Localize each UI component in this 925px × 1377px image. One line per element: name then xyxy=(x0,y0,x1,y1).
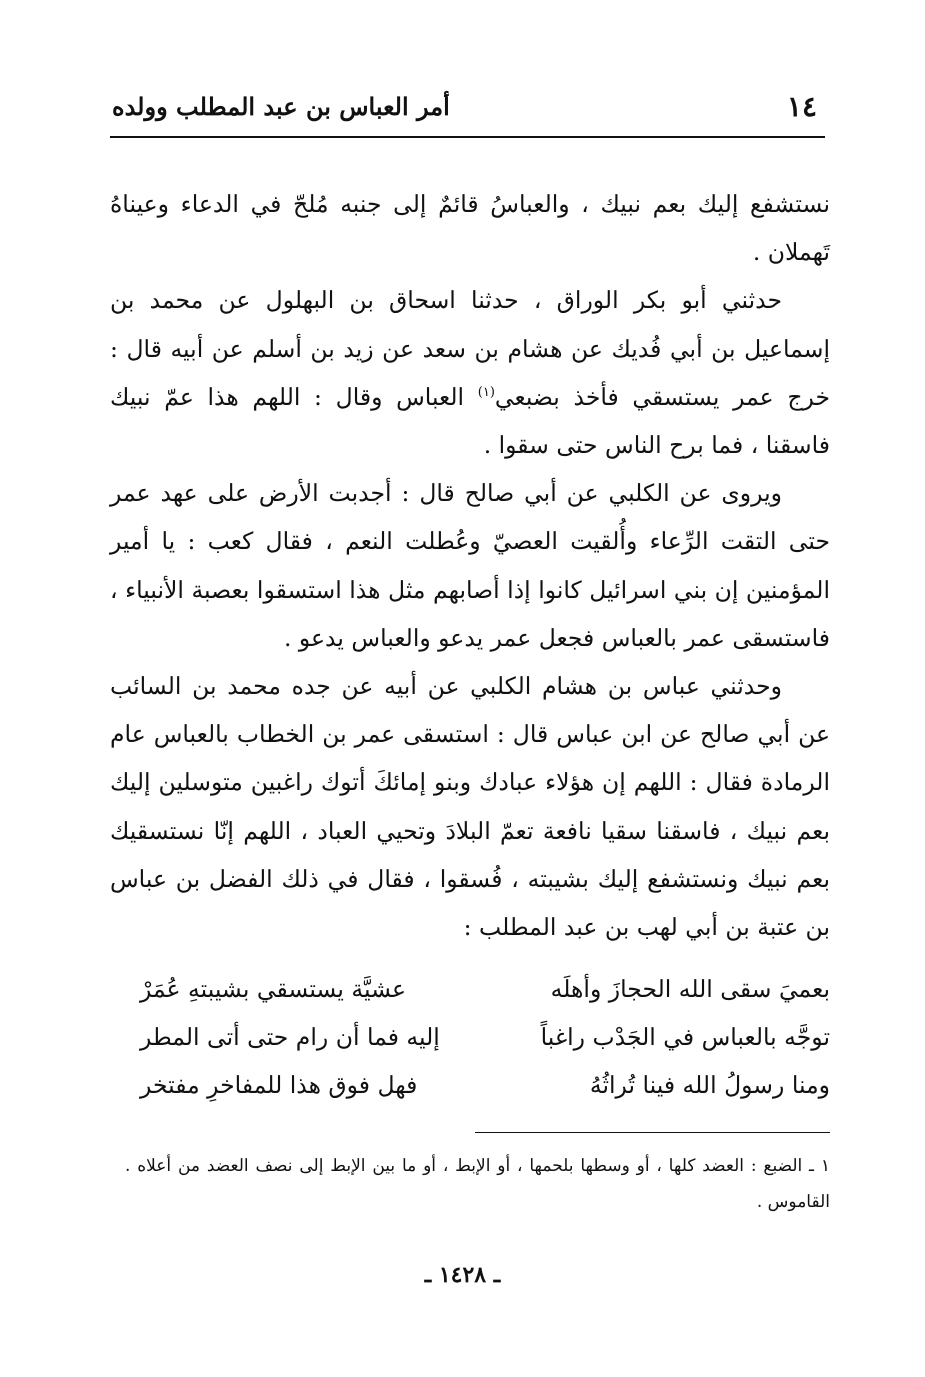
verse-first-hemistich: بعميَ سقى الله الحجازَ وأهلَه xyxy=(550,975,830,1003)
verse-second-hemistich: فهل فوق هذا للمفاخرِ مفتخر xyxy=(140,1071,418,1099)
verse-first-hemistich: توجَّه بالعباس في الجَدْب راغباً xyxy=(540,1023,830,1051)
poem-verse xyxy=(140,1013,830,1061)
paragraph-text: حدثني أبو بكر الوراق ، حدثنا اسحاق بن البهلول عن محمد بن إسماعيل بن أبي فُديك عن هشام بن سعد عن زيد بن أسلم عن أبيه قال : خرج عمر يستسقي فأخذ بضبعي xyxy=(110,286,831,411)
running-title: أمر العباس بن عبد المطلب وولده xyxy=(112,92,450,121)
footer-page-number: ـ ١٤٢٨ ـ xyxy=(424,1262,501,1288)
header-page-number: ١٤ xyxy=(786,90,817,123)
paragraph: نستشفع إليك بعم نبيك ، والعباسُ قائمٌ إلى جنبه مُلحّ في الدعاء وعيناهُ تَهملان . xyxy=(110,190,830,267)
running-header xyxy=(110,86,825,138)
poem-verse xyxy=(140,965,830,1013)
poem-verse xyxy=(140,1061,830,1109)
verse-second-hemistich: عشيَّة يستسقي بشيبتهِ عُمَرْ xyxy=(140,975,407,1003)
footnote-reference: (١) xyxy=(477,384,495,400)
paragraph xyxy=(110,276,830,469)
footnote: ١ ـ الضبع : العضد كلها ، أو وسطها بلحمها ، أو الإبط ، أو ما بين الإبط إلى نصف العضد من أعلاه . القاموس . xyxy=(125,1156,830,1212)
footnote-divider xyxy=(475,1132,830,1133)
paragraph: وحدثني عباس بن هشام الكلبي عن أبيه عن جده محمد بن السائب عن أبي صالح عن ابن عباس قال : استسقى عمر بن الخطاب بالعباس عام الرمادة فقال : اللهم إن هؤلاء عبادك وبنو إمائكَ أتوك راغبين متوسلين إليك بعم نبيك ، فاسقنا سقيا نافعة تعمّ البلادَ وتحيي العباد ، اللهم إنّا نستسقيك بعم نبيك ونستشفع إليك بشيبته ، فُسقوا ، فقال في ذلك الفضل بن عباس بن عتبة بن أبي لهب بن عبد المطلب : xyxy=(110,672,830,942)
poem xyxy=(140,965,830,1109)
verse-first-hemistich: ومنا رسولُ الله فينا تُراثُهُ xyxy=(589,1071,830,1099)
main-text xyxy=(110,180,830,951)
paragraph: ويروى عن الكلبي عن أبي صالح قال : أجدبت الأرض على عهد عمر حتى التقت الرِّعاء وأُلقيت العصيّ وعُطلت النعم ، فقال كعب : يا أمير المؤمنين إن بني اسرائيل كانوا إذا أصابهم مثل هذا استسقوا بعصبة الأنبياء ، فاستسقى عمر بالعباس فجعل عمر يدعو والعباس يدعو . xyxy=(110,479,830,652)
paragraph-text: العباس وقال : اللهم هذا عمّ نبيك فاسقنا ، فما برح الناس حتى سقوا . xyxy=(110,382,830,460)
footnotes xyxy=(125,1148,830,1220)
verse-second-hemistich: إليه فما أن رام حتى أتى المطر xyxy=(140,1023,440,1051)
